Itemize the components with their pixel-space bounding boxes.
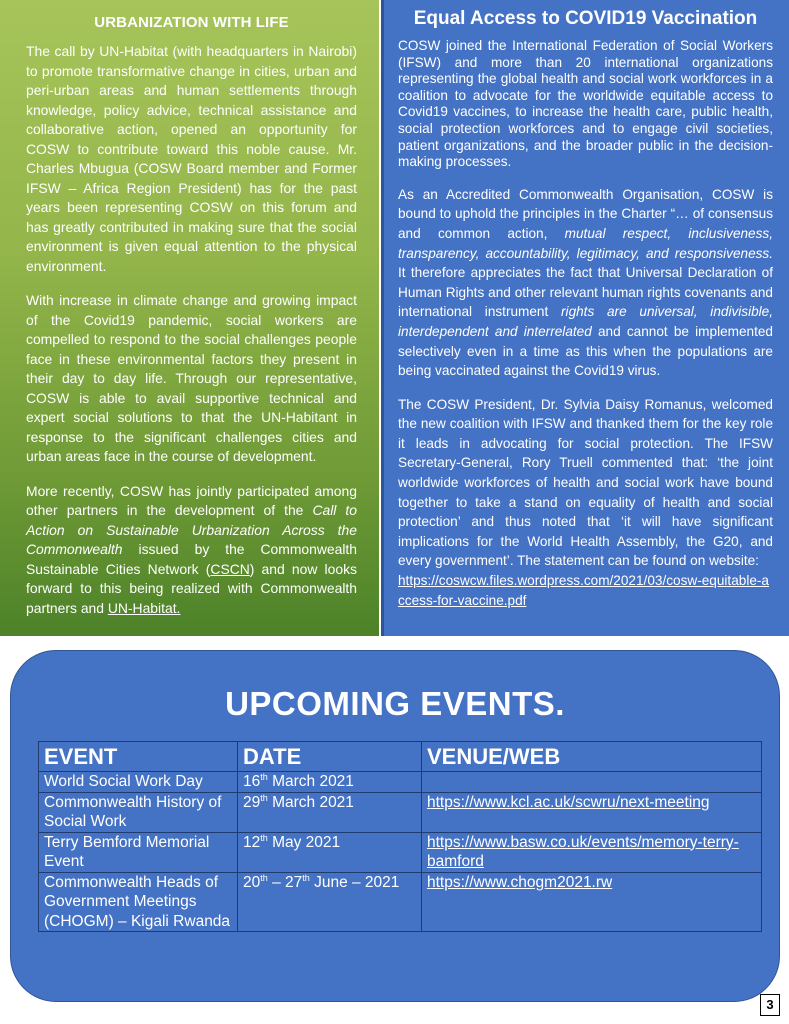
p3-statement-text: The COSW President, Dr. Sylvia Daisy Romanus, welcomed the new coalition with IFSW and thanked them for the key role it leads in advocating for social protection. The IFSW Secretary-General, Rory Truell commented that: ‘the joint worldwide workforces of health and social work have bound together to take a stand on equality of health and social protection’ and thus noted that ‘it will have significant implications for the World Health Assembly, the G20, and every government’. The statement can be found on website:	[398, 396, 773, 569]
event-date	[238, 872, 422, 932]
vaccination-section	[381, 0, 789, 636]
urbanization-paragraph-2: With increase in climate change and growing impact of the Covid19 pandemic, social workers are compelled to respond to the social challenges people face in these environmental factors they present in their day to day life. Through our representative, COSW is able to avail supportive technical and expert social solutions to that the UN-Habitant in response to the significant challenges cities and urban areas face in the course of development.	[26, 292, 357, 464]
header-event: EVENT	[39, 742, 238, 772]
date-day: 12	[243, 833, 261, 851]
cscn-link[interactable]: CSCN	[210, 560, 250, 577]
urbanization-section	[0, 0, 379, 636]
date-day: 16	[243, 773, 261, 790]
urbanization-paragraph-3	[26, 482, 357, 619]
chogm-link[interactable]: https://www.chogm2021.rw	[427, 873, 613, 891]
date-mid: – 27	[267, 873, 303, 891]
date-sup: th	[260, 792, 268, 803]
p3-text-c: ) and now looks forward to this being realized with Commonwealth partners and	[26, 560, 357, 616]
kcl-link[interactable]: https://www.kcl.ac.uk/scwru/next-meeting	[427, 793, 710, 811]
statement-link[interactable]: https://coswcw.files.wordpress.com/2021/03/cosw-equitable-access-for-vaccine.pdf	[398, 573, 769, 608]
date-day: 20	[243, 873, 261, 891]
event-name: Commonwealth History of Social Work	[39, 792, 238, 832]
date-day: 29	[243, 793, 261, 811]
table-row	[39, 872, 762, 932]
table-row	[39, 832, 762, 872]
event-venue	[422, 872, 762, 932]
date-rest: May 2021	[267, 833, 341, 851]
event-name: World Social Work Day	[39, 772, 238, 793]
date-sup: th	[260, 872, 268, 883]
basw-link[interactable]: https://www.basw.co.uk/events/memory-terry-bamford	[427, 833, 739, 870]
urbanization-paragraph-1: The call by UN-Habitat (with headquarters in Nairobi) to promote transformative change in cities, urban and peri-urban areas and human settlements through knowledge, policy advice, technical assistance and collaborative action, opened an opportunity for COSW to contribute toward this noble cause. Mr. Charles Mbugua (COSW Board member and Former IFSW – Africa Region President) has for the past years been representing COSW on this forum and has greatly contributed in making sure that the social environment is given equal attention to the physical environment.	[26, 43, 357, 274]
event-date	[238, 832, 422, 872]
event-venue	[422, 792, 762, 832]
events-table	[38, 741, 762, 932]
p2-text-a: As an Accredited Commonwealth Organisation, COSW is bound to uphold the principles in the Charter “… of consensus and common action,	[398, 186, 773, 241]
vaccination-paragraph-2	[398, 185, 773, 381]
vaccination-heading: Equal Access to COVID19 Vaccination	[413, 8, 758, 29]
p2-rights: rights are universal, indivisible, interdependent and interrelated	[398, 304, 774, 339]
event-date	[238, 792, 422, 832]
page-number: 3	[760, 994, 780, 1016]
header-venue: VENUE/WEB	[422, 742, 762, 772]
event-name: Terry Bemford Memorial Event	[39, 832, 238, 872]
events-header-row	[39, 742, 762, 772]
date-rest: March 2021	[267, 773, 354, 790]
vaccination-paragraph-1: COSW joined the International Federation of Social Workers (IFSW) and more than 20 international organizations representing the global health and social work workforces in a coalition to advocate for the worldwide equitable access to Covid19 vaccines, to increase the health care, public health, social protection workforces and to engage civil societies, patient organizations, and the broader public in the decision-making processes.	[398, 38, 773, 170]
upcoming-events-title: UPCOMING EVENTS.	[225, 685, 565, 722]
p3-text-b: issued by the Commonwealth Sustainable Cities Network (	[26, 541, 357, 577]
date-sup: th	[302, 872, 310, 883]
event-venue	[422, 772, 762, 793]
vaccination-paragraph-3	[398, 395, 773, 611]
date-rest: June – 2021	[309, 873, 400, 891]
event-venue	[422, 832, 762, 872]
header-date: DATE	[238, 742, 422, 772]
p2-text-b: It therefore appreciates the fact that Universal Declaration of Human Rights and other relevant human rights covenants and international instrument	[398, 265, 773, 320]
table-row	[39, 772, 762, 793]
p2-text-c: and cannot be implemented selectively even in a time as this when the populations are being vaccinated against the Covid19 virus.	[398, 323, 773, 379]
urbanization-heading: URBANIZATION WITH LIFE	[94, 14, 289, 31]
p2-principles: mutual respect, inclusiveness, transparency, accountability, legitimacy, and responsiveness.	[398, 225, 773, 261]
date-sup: th	[260, 832, 268, 843]
table-row	[39, 792, 762, 832]
upcoming-events-panel	[10, 650, 780, 1002]
date-rest: March 2021	[267, 793, 354, 811]
p3-text-a: More recently, COSW has jointly participated among other partners in the development of the	[26, 482, 357, 518]
event-date	[238, 772, 422, 793]
un-habitat-link[interactable]: UN-Habitat.	[107, 599, 181, 616]
date-sup: th	[260, 771, 268, 782]
p3-call-to-action: Call to Action on Sustainable Urbanization Across the Commonwealth	[26, 502, 357, 557]
event-name: Commonwealth Heads of Government Meetings (CHOGM) – Kigali Rwanda	[39, 872, 238, 932]
